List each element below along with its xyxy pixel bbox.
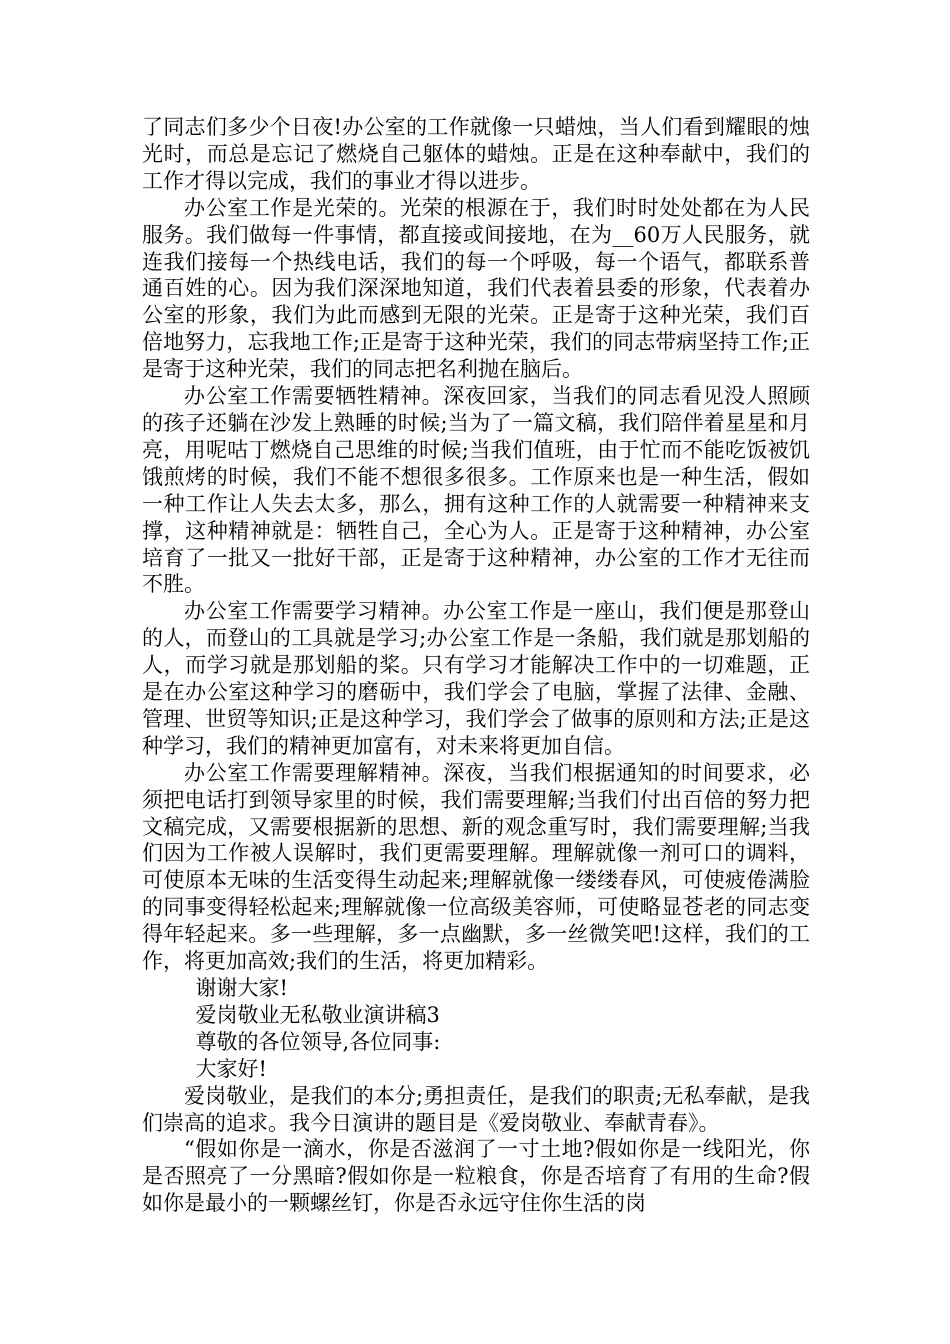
paragraph-continuation: 了同志们多少个日夜!办公室的工作就像一只蜡烛，当人们看到耀眼的烛光时，而总是忘记了燃烧自己躯体的蜡烛。正是在这种奉献中，我们的工作才得以完成，我们的事业才得以进步。	[142, 115, 810, 193]
paragraph-intro: 爱岗敬业，是我们的本分;勇担责任，是我们的职责;无私奉献，是我们崇高的追求。我今日演讲的题目是《爱岗敬业、奉献青春》。	[142, 1083, 810, 1135]
greeting: 大家好!	[195, 1056, 267, 1081]
salutation: 尊敬的各位领导,各位同事:	[195, 1029, 441, 1054]
paragraph-quote: “假如你是一滴水，你是否滋润了一寸土地?假如你是一线阳光，你是否照亮了一分黑暗?假如你是一粒粮食，你是否培育了有用的生命?假如你是最小的一颗螺丝钉，你是否永远守住你生活的岗	[142, 1137, 810, 1216]
paragraph-understanding: 办公室工作需要理解精神。深夜，当我们根据通知的时间要求，必须把电话打到领导家里的时候，我们需要理解;当我们付出百倍的努力把文稿完成，又需要根据新的思想、新的观念重写时，我们需要理解;当我们因为工作被人误解时，我们更需要理解。理解就像一剂可口的调料，可使原本无味的生活变得生动起来;理解就像一缕缕春风，可使疲倦满脸的同事变得轻松起来;理解就像一位高级美容师，可使略显苍老的同志变得年轻起来。多一些理解，多一点幽默，多一丝微笑吧!这样，我们的工作，将更加高效;我们的生活，将更加精彩。	[142, 760, 810, 974]
paragraph-glory: 办公室工作是光荣的。光荣的根源在于，我们时时处处都在为人民服务。我们做每一件事情，都直接或间接地，在为__60万人民服务，就连我们接每一个热线电话，我们的每一个呼吸，每一个语气，都联系普通百姓的心。因为我们深深地知道，我们代表着县委的形象，代表着办公室的形象，我们为此而感到无限的光荣。正是寄于这种光荣，我们百倍地努力，忘我地工作;正是寄于这种光荣，我们的同志带病坚持工作;正是寄于这种光荣，我们的同志把名利抛在脑后。	[142, 195, 810, 382]
paragraph-sacrifice: 办公室工作需要牺牲精神。深夜回家，当我们的同志看见没人照顾的孩子还躺在沙发上熟睡的时候;当为了一篇文稿，我们陪伴着星星和月亮，用呢咕丁燃烧自己思维的时候;当我们值班，由于忙而不能吃饭被饥饿煎烤的时候，我们不能不想很多很多。工作原来也是一种生活，假如一种工作让人失去太多，那么，拥有这种工作的人就需要一种精神来支撑，这种精神就是：牺牲自己，全心为人。正是寄于这种精神，办公室培育了一批又一批好干部，正是寄于这种精神，办公室的工作才无往而不胜。	[142, 384, 810, 597]
document-body	[142, 114, 810, 1217]
closing-thanks: 谢谢大家!	[195, 976, 288, 1000]
paragraph-learning: 办公室工作需要学习精神。办公室工作是一座山，我们便是那登山的人，而登山的工具就是学习;办公室工作是一条船，我们就是那划船的人，而学习就是那划船的桨。只有学习才能解决工作中的一切难题，正是在办公室这种学习的磨砺中，我们学会了电脑，掌握了法律、金融、管理、世贸等知识;正是这种学习，我们学会了做事的原则和方法;正是这种学习，我们的精神更加富有，对未来将更加自信。	[142, 599, 810, 758]
speech-title: 爱岗敬业无私敬业演讲稿3	[195, 1002, 440, 1027]
